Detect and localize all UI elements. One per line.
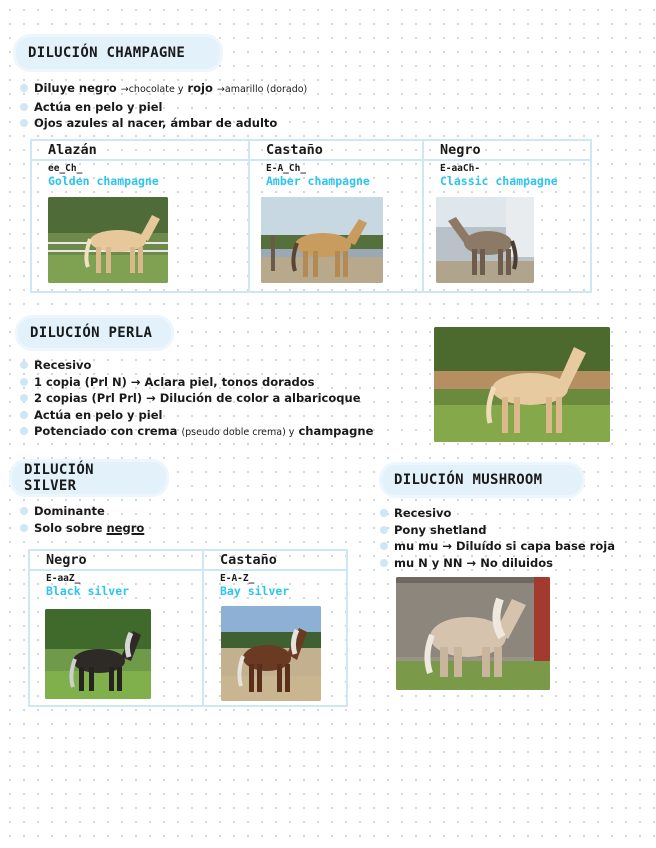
- bay-silver-horse-photo: [221, 606, 321, 701]
- coat-name: Black silver: [46, 584, 130, 598]
- list-item: mu N y NN → No diluidos: [380, 555, 615, 572]
- list-item: Ojos azules al nacer, ámbar de adulto: [20, 115, 307, 132]
- champagne-title: DILUCIÓN CHAMPAGNE: [16, 37, 220, 69]
- list-item: Actúa en pelo y piel: [20, 99, 307, 116]
- golden-champagne-horse-photo: [48, 197, 168, 283]
- coat-name: Bay silver: [220, 584, 290, 598]
- silver-bullets: [20, 503, 144, 536]
- champagne-bullets: [20, 80, 307, 132]
- list-item: Potenciado con crema (pseudo doble crema) y champagne: [20, 423, 373, 442]
- list-item: Diluye negro →chocolate y rojo →amarillo (dorado): [20, 80, 307, 99]
- list-item: Dominante: [20, 503, 144, 520]
- list-item: Solo sobre negro: [20, 520, 144, 537]
- column-header: Castaño: [204, 551, 346, 571]
- genotype-label: E-aaZ_: [46, 573, 81, 584]
- classic-champagne-horse-photo: [436, 197, 534, 283]
- genotype-label: ee_Ch_: [48, 163, 83, 174]
- amber-champagne-horse-photo: [261, 197, 383, 283]
- list-item: Pony shetland: [380, 522, 615, 539]
- perla-title: DILUCIÓN PERLA: [18, 318, 171, 348]
- column-header: Negro: [424, 141, 590, 161]
- list-item: Recesivo: [20, 357, 373, 374]
- column-header: Castaño: [250, 141, 422, 161]
- mushroom-title: DILUCIÓN MUSHROOM: [382, 465, 582, 495]
- coat-name: Amber champagne: [266, 174, 370, 188]
- black-silver-horse-photo: [45, 609, 151, 699]
- genotype-label: E-A_Ch_: [266, 163, 307, 174]
- pearl-horse-photo: [434, 327, 610, 442]
- silver-title: DILUCIÓN SILVER: [12, 462, 166, 494]
- mushroom-bullets: [380, 505, 615, 571]
- list-item: Recesivo: [380, 505, 615, 522]
- list-item: 2 copias (Prl Prl) → Dilución de color a albaricoque: [20, 390, 373, 407]
- coat-name: Classic champagne: [440, 174, 558, 188]
- perla-bullets: [20, 357, 373, 442]
- list-item: 1 copia (Prl N) → Aclara piel, tonos dorados: [20, 374, 373, 391]
- column-header: Negro: [30, 551, 202, 571]
- list-item: Actúa en pelo y piel: [20, 407, 373, 424]
- genotype-label: E-aaCh-: [440, 163, 481, 174]
- genotype-label: E-A-Z_: [220, 573, 255, 584]
- mushroom-pony-photo: [396, 577, 550, 690]
- list-item: mu mu → Diluído si capa base roja: [380, 538, 615, 555]
- coat-name: Golden champagne: [48, 174, 159, 188]
- column-header: Alazán: [32, 141, 248, 161]
